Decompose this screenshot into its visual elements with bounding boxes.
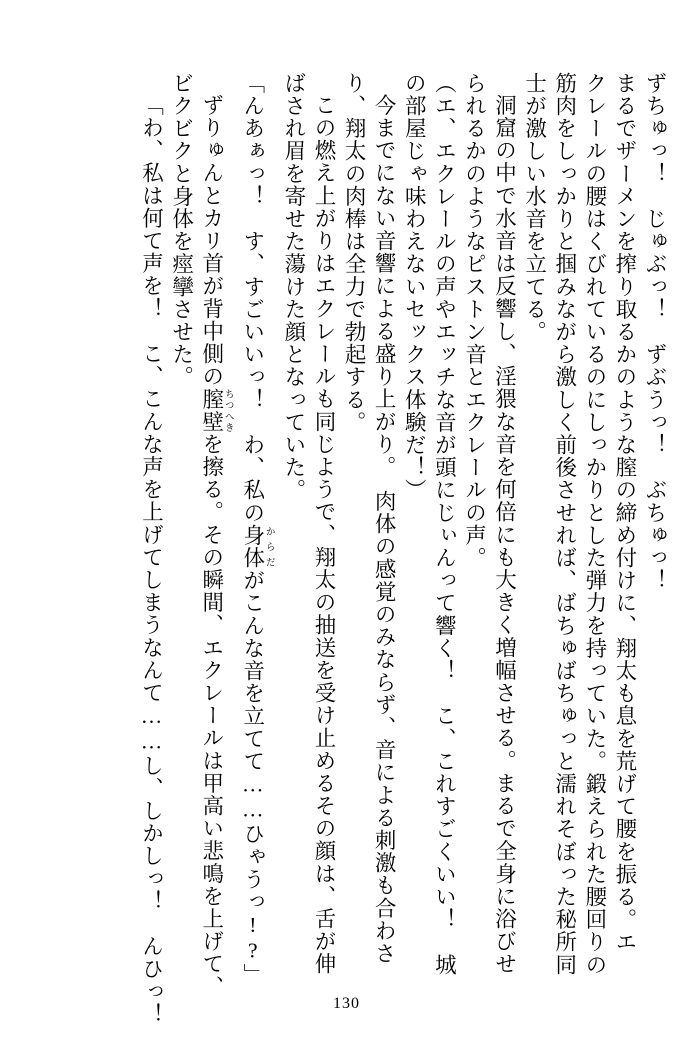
text-line: 士が激しい水音を立てる。: [522, 72, 547, 344]
text-line: （エ、エクレールの声やエッチな音が頭にじぃんって響く！ こ、これすごくいい！ 城: [432, 72, 457, 976]
text-line: ずりゅんとカリ首が背中側の膣壁 ちつへきを擦る。その瞬間、エクレールは甲高い悲鳴を上げて、: [199, 94, 233, 999]
text-line: ばされ眉を寄せた蕩けた顔となっていた。: [281, 72, 306, 502]
page-number: 130: [333, 995, 360, 1012]
text-line: 「わ、私は何て声を！ こ、こんな声を上げてしまうなんて……し、しかしっ！ んひっ！: [139, 94, 164, 1026]
text-line: この燃え上がりはエクレールも同じようで、翔太の抽送を受け止めるその顔は、舌が伸: [311, 94, 336, 976]
ruby-annotation: 膣壁 ちつへき: [199, 387, 233, 434]
text-line: ずちゅっ！ じゅぶっ！ ずぶうっ！ ぶちゅっ！: [643, 72, 667, 592]
text-line: 今までにない音響による盛り上がり。 肉体の感覚のみならず、音による刺激も合わさ: [372, 94, 397, 965]
ruby-annotation: 身体 からだ: [240, 524, 274, 570]
text-line: 「んあぁっ！ す、すごいいっ！ わ、私の身体 からだがこんな音を立てて……ひゃうっ!?」: [240, 72, 274, 987]
text-line: 筋肉をしっかりと掴みながら激しく前後させれば、ばちゅばちゅっと濡れそぼった秘所同: [552, 72, 577, 976]
text-line: ビクビクと身体を痙攣させた。: [169, 72, 194, 389]
text-line: られるかのようなピストン音とエクレールの声。: [462, 72, 487, 570]
text-line: 洞窟の中で水音は反響し、淫猥な音を何倍にも大きく増幅させる。まるで全身に浴びせ: [492, 94, 517, 976]
text-line: り、翔太の肉棒は全力で勃起する。: [342, 72, 367, 434]
text-line: クレールの腰はくびれているのにしっかりとした弾力を持っていた。鍛えられた腰回りの: [582, 72, 607, 976]
text-line: の部屋じゃ味わえないセックス体験だ！）: [402, 72, 427, 502]
text-line: まるでザーメンを搾り取るかのような膣の締め付けに、翔太も息を荒げて腰を振る。エ: [612, 72, 637, 954]
